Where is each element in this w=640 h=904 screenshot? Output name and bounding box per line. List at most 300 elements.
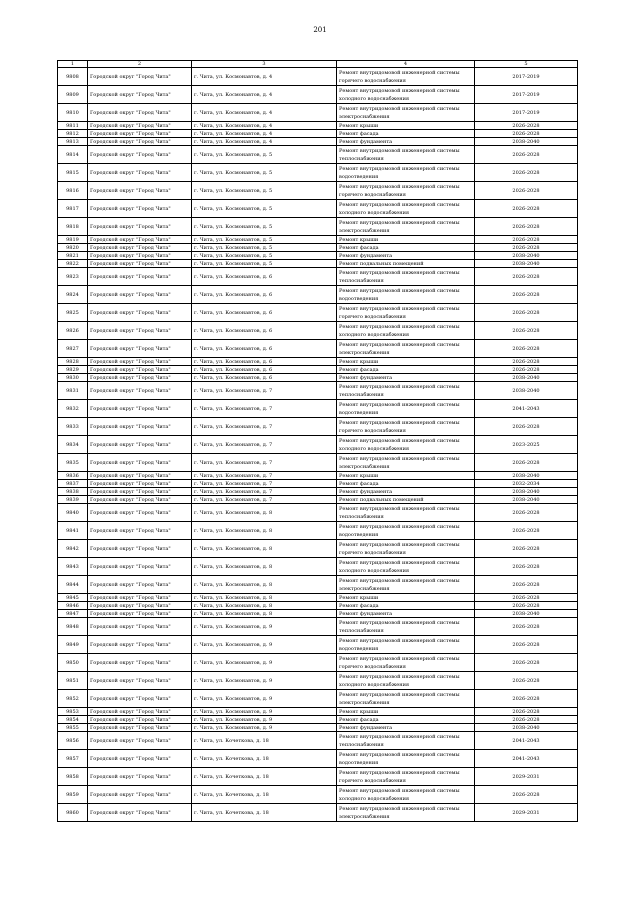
row-number-cell: 9832: [58, 400, 88, 418]
municipality-cell: Городской округ "Город Чита": [88, 636, 192, 654]
municipality-cell: Городской округ "Город Чита": [88, 724, 192, 732]
address-cell: г. Чита, ул. Космонавтов, д. 9: [192, 654, 337, 672]
row-number-cell: 9829: [58, 366, 88, 374]
address-cell: г. Чита, ул. Космонавтов, д. 6: [192, 366, 337, 374]
work-type-cell: Ремонт фасада: [337, 480, 475, 488]
municipality-cell: Городской округ "Город Чита": [88, 104, 192, 122]
table-row: [58, 340, 578, 358]
address-cell: г. Чита, ул. Космонавтов, д. 8: [192, 576, 337, 594]
municipality-cell: Городской округ "Город Чита": [88, 610, 192, 618]
municipality-cell: Городской округ "Город Чита": [88, 480, 192, 488]
row-number-cell: 9846: [58, 602, 88, 610]
work-type-cell: Ремонт внутридомовой инженерной системы электроснабжения: [337, 454, 475, 472]
period-cell: 2026-2028: [475, 182, 578, 200]
header-cell-5: 5: [475, 61, 578, 68]
municipality-cell: Городской округ "Город Чита": [88, 68, 192, 86]
table-row: [58, 322, 578, 340]
address-cell: г. Чита, ул. Космонавтов, д. 5: [192, 252, 337, 260]
municipality-cell: Городской округ "Город Чита": [88, 260, 192, 268]
address-cell: г. Чита, ул. Космонавтов, д. 7: [192, 496, 337, 504]
work-type-cell: Ремонт внутридомовой инженерной системы электроснабжения: [337, 340, 475, 358]
work-type-cell: Ремонт внутридомовой инженерной системы горячего водоснабжения: [337, 654, 475, 672]
table-row: [58, 374, 578, 382]
table-row: [58, 86, 578, 104]
period-cell: 2026-2028: [475, 130, 578, 138]
row-number-cell: 9827: [58, 340, 88, 358]
address-cell: г. Чита, ул. Космонавтов, д. 5: [192, 146, 337, 164]
work-type-cell: Ремонт внутридомовой инженерной системы холодного водоснабжения: [337, 86, 475, 104]
municipality-cell: Городской округ "Город Чита": [88, 488, 192, 496]
table-row: [58, 244, 578, 252]
period-cell: 2026-2028: [475, 522, 578, 540]
period-cell: 2026-2028: [475, 708, 578, 716]
table-row: [58, 104, 578, 122]
header-cell-3: 3: [192, 61, 337, 68]
municipality-cell: Городской округ "Город Чита": [88, 496, 192, 504]
row-number-cell: 9853: [58, 708, 88, 716]
row-number-cell: 9823: [58, 268, 88, 286]
table-row: [58, 436, 578, 454]
work-type-cell: Ремонт внутридомовой инженерной системы холодного водоснабжения: [337, 786, 475, 804]
work-type-cell: Ремонт внутридомовой инженерной системы теплоснабжения: [337, 382, 475, 400]
address-cell: г. Чита, ул. Космонавтов, д. 6: [192, 374, 337, 382]
row-number-cell: 9828: [58, 358, 88, 366]
period-cell: 2026-2028: [475, 322, 578, 340]
period-cell: 2026-2028: [475, 418, 578, 436]
work-type-cell: Ремонт внутридомовой инженерной системы холодного водоснабжения: [337, 200, 475, 218]
row-number-cell: 9834: [58, 436, 88, 454]
table-row: [58, 418, 578, 436]
row-number-cell: 9859: [58, 786, 88, 804]
work-type-cell: Ремонт крыши: [337, 472, 475, 480]
work-type-cell: Ремонт фундамента: [337, 138, 475, 146]
period-cell: 2038-2040: [475, 252, 578, 260]
row-number-cell: 9813: [58, 138, 88, 146]
municipality-cell: Городской округ "Город Чита": [88, 594, 192, 602]
address-cell: г. Чита, ул. Космонавтов, д. 9: [192, 672, 337, 690]
row-number-cell: 9817: [58, 200, 88, 218]
municipality-cell: Городской округ "Город Чита": [88, 146, 192, 164]
work-type-cell: Ремонт фундамента: [337, 724, 475, 732]
header-cell-4: 4: [337, 61, 475, 68]
table-row: [58, 488, 578, 496]
period-cell: 2032-2034: [475, 480, 578, 488]
address-cell: г. Чита, ул. Кочеткова, д. 18: [192, 732, 337, 750]
address-cell: г. Чита, ул. Кочеткова, д. 18: [192, 750, 337, 768]
period-cell: 2041-2043: [475, 732, 578, 750]
address-cell: г. Чита, ул. Космонавтов, д. 6: [192, 358, 337, 366]
period-cell: 2026-2028: [475, 286, 578, 304]
table-row: [58, 480, 578, 488]
work-type-cell: Ремонт внутридомовой инженерной системы горячего водоснабжения: [337, 418, 475, 436]
municipality-cell: Городской округ "Город Чита": [88, 138, 192, 146]
table-row: [58, 724, 578, 732]
address-cell: г. Чита, ул. Космонавтов, д. 4: [192, 68, 337, 86]
row-number-cell: 9821: [58, 252, 88, 260]
table-row: [58, 750, 578, 768]
table-row: [58, 672, 578, 690]
period-cell: 2038-2040: [475, 260, 578, 268]
work-type-cell: Ремонт внутридомовой инженерной системы электроснабжения: [337, 104, 475, 122]
address-cell: г. Чита, ул. Космонавтов, д. 7: [192, 488, 337, 496]
row-number-cell: 9831: [58, 382, 88, 400]
table-row: [58, 786, 578, 804]
address-cell: г. Чита, ул. Космонавтов, д. 6: [192, 340, 337, 358]
period-cell: 2026-2028: [475, 672, 578, 690]
address-cell: г. Чита, ул. Космонавтов, д. 7: [192, 480, 337, 488]
row-number-cell: 9842: [58, 540, 88, 558]
period-cell: 2026-2028: [475, 340, 578, 358]
header-row: [58, 61, 578, 68]
period-cell: 2038-2040: [475, 472, 578, 480]
work-type-cell: Ремонт крыши: [337, 358, 475, 366]
period-cell: 2026-2028: [475, 690, 578, 708]
header-cell-1: 1: [58, 61, 88, 68]
work-type-cell: Ремонт внутридомовой инженерной системы горячего водоснабжения: [337, 540, 475, 558]
municipality-cell: Городской округ "Город Чита": [88, 504, 192, 522]
row-number-cell: 9809: [58, 86, 88, 104]
work-type-cell: Ремонт фундамента: [337, 374, 475, 382]
table-row: [58, 768, 578, 786]
period-cell: 2029-2031: [475, 768, 578, 786]
table-row: [58, 130, 578, 138]
period-cell: 2038-2040: [475, 610, 578, 618]
address-cell: г. Чита, ул. Космонавтов, д. 7: [192, 472, 337, 480]
address-cell: г. Чита, ул. Космонавтов, д. 9: [192, 618, 337, 636]
work-type-cell: Ремонт крыши: [337, 708, 475, 716]
address-cell: г. Чита, ул. Кочеткова, д. 18: [192, 768, 337, 786]
row-number-cell: 9851: [58, 672, 88, 690]
address-cell: г. Чита, ул. Космонавтов, д. 6: [192, 286, 337, 304]
municipality-cell: Городской округ "Город Чита": [88, 400, 192, 418]
address-cell: г. Чита, ул. Космонавтов, д. 8: [192, 504, 337, 522]
row-number-cell: 9838: [58, 488, 88, 496]
period-cell: 2026-2028: [475, 540, 578, 558]
row-number-cell: 9860: [58, 804, 88, 822]
work-type-cell: Ремонт внутридомовой инженерной системы электроснабжения: [337, 576, 475, 594]
table-row: [58, 182, 578, 200]
municipality-cell: Городской округ "Город Чита": [88, 244, 192, 252]
row-number-cell: 9857: [58, 750, 88, 768]
work-type-cell: Ремонт внутридомовой инженерной системы теплоснабжения: [337, 146, 475, 164]
municipality-cell: Городской округ "Город Чита": [88, 304, 192, 322]
row-number-cell: 9818: [58, 218, 88, 236]
municipality-cell: Городской округ "Город Чита": [88, 164, 192, 182]
municipality-cell: Городской округ "Город Чита": [88, 522, 192, 540]
work-type-cell: Ремонт внутридомовой инженерной системы теплоснабжения: [337, 618, 475, 636]
address-cell: г. Чита, ул. Космонавтов, д. 5: [192, 200, 337, 218]
municipality-cell: Городской округ "Город Чита": [88, 654, 192, 672]
work-type-cell: Ремонт фасада: [337, 602, 475, 610]
period-cell: 2026-2028: [475, 304, 578, 322]
table-row: [58, 804, 578, 822]
table-row: [58, 716, 578, 724]
table-row: [58, 454, 578, 472]
table-row: [58, 138, 578, 146]
address-cell: г. Чита, ул. Космонавтов, д. 4: [192, 86, 337, 104]
table-row: [58, 602, 578, 610]
table-row: [58, 68, 578, 86]
address-cell: г. Чита, ул. Космонавтов, д. 5: [192, 244, 337, 252]
municipality-cell: Городской округ "Город Чита": [88, 618, 192, 636]
municipality-cell: Городской округ "Город Чита": [88, 708, 192, 716]
row-number-cell: 9812: [58, 130, 88, 138]
address-cell: г. Чита, ул. Космонавтов, д. 8: [192, 602, 337, 610]
municipality-cell: Городской округ "Город Чита": [88, 786, 192, 804]
period-cell: 2026-2028: [475, 366, 578, 374]
municipality-cell: Городской округ "Город Чита": [88, 286, 192, 304]
municipality-cell: Городской округ "Город Чита": [88, 454, 192, 472]
period-cell: 2026-2028: [475, 164, 578, 182]
row-number-cell: 9815: [58, 164, 88, 182]
address-cell: г. Чита, ул. Кочеткова, д. 18: [192, 804, 337, 822]
address-cell: г. Чита, ул. Космонавтов, д. 5: [192, 218, 337, 236]
period-cell: 2026-2028: [475, 236, 578, 244]
work-type-cell: Ремонт внутридомовой инженерной системы холодного водоснабжения: [337, 672, 475, 690]
municipality-cell: Городской округ "Город Чита": [88, 540, 192, 558]
address-cell: г. Чита, ул. Космонавтов, д. 5: [192, 182, 337, 200]
municipality-cell: Городской округ "Город Чита": [88, 366, 192, 374]
table-row: [58, 504, 578, 522]
work-type-cell: Ремонт фасада: [337, 244, 475, 252]
address-cell: г. Чита, ул. Космонавтов, д. 9: [192, 636, 337, 654]
work-type-cell: Ремонт внутридомовой инженерной системы горячего водоснабжения: [337, 182, 475, 200]
period-cell: 2038-2040: [475, 488, 578, 496]
address-cell: г. Чита, ул. Космонавтов, д. 8: [192, 594, 337, 602]
period-cell: 2026-2028: [475, 558, 578, 576]
table-row: [58, 618, 578, 636]
municipality-cell: Городской округ "Город Чита": [88, 122, 192, 130]
period-cell: 2026-2028: [475, 618, 578, 636]
municipality-cell: Городской округ "Город Чита": [88, 374, 192, 382]
table-row: [58, 304, 578, 322]
row-number-cell: 9837: [58, 480, 88, 488]
work-type-cell: Ремонт внутридомовой инженерной системы холодного водоснабжения: [337, 436, 475, 454]
table-row: [58, 654, 578, 672]
address-cell: г. Чита, ул. Космонавтов, д. 8: [192, 522, 337, 540]
work-type-cell: Ремонт внутридомовой инженерной системы горячего водоснабжения: [337, 68, 475, 86]
municipality-cell: Городской округ "Город Чита": [88, 252, 192, 260]
table-row: [58, 218, 578, 236]
municipality-cell: Городской округ "Город Чита": [88, 672, 192, 690]
municipality-cell: Городской округ "Город Чита": [88, 576, 192, 594]
address-cell: г. Чита, ул. Космонавтов, д. 4: [192, 122, 337, 130]
table-row: [58, 540, 578, 558]
municipality-cell: Городской округ "Город Чита": [88, 750, 192, 768]
table-row: [58, 472, 578, 480]
period-cell: 2026-2028: [475, 576, 578, 594]
row-number-cell: 9822: [58, 260, 88, 268]
work-type-cell: Ремонт внутридомовой инженерной системы горячего водоснабжения: [337, 304, 475, 322]
municipality-cell: Городской округ "Город Чита": [88, 130, 192, 138]
row-number-cell: 9849: [58, 636, 88, 654]
period-cell: 2041-2043: [475, 400, 578, 418]
table-row: [58, 286, 578, 304]
row-number-cell: 9810: [58, 104, 88, 122]
municipality-cell: Городской округ "Город Чита": [88, 86, 192, 104]
row-number-cell: 9826: [58, 322, 88, 340]
work-type-cell: Ремонт внутридомовой инженерной системы холодного водоснабжения: [337, 558, 475, 576]
row-number-cell: 9854: [58, 716, 88, 724]
municipality-cell: Городской округ "Город Чита": [88, 732, 192, 750]
work-type-cell: Ремонт внутридомовой инженерной системы водоотведения: [337, 750, 475, 768]
row-number-cell: 9830: [58, 374, 88, 382]
header-cell-2: 2: [88, 61, 192, 68]
row-number-cell: 9808: [58, 68, 88, 86]
table-row: [58, 164, 578, 182]
table-row: [58, 122, 578, 130]
work-type-cell: Ремонт подвальных помещений: [337, 496, 475, 504]
address-cell: г. Чита, ул. Космонавтов, д. 9: [192, 724, 337, 732]
row-number-cell: 9819: [58, 236, 88, 244]
period-cell: 2026-2028: [475, 200, 578, 218]
row-number-cell: 9852: [58, 690, 88, 708]
table-row: [58, 366, 578, 374]
municipality-cell: Городской округ "Город Чита": [88, 218, 192, 236]
municipality-cell: Городской округ "Город Чита": [88, 340, 192, 358]
work-type-cell: Ремонт внутридомовой инженерной системы электроснабжения: [337, 218, 475, 236]
table-row: [58, 576, 578, 594]
row-number-cell: 9833: [58, 418, 88, 436]
period-cell: 2026-2028: [475, 358, 578, 366]
table-row: [58, 200, 578, 218]
table-row: [58, 236, 578, 244]
row-number-cell: 9843: [58, 558, 88, 576]
row-number-cell: 9824: [58, 286, 88, 304]
period-cell: 2026-2028: [475, 244, 578, 252]
work-type-cell: Ремонт внутридомовой инженерной системы водоотведения: [337, 400, 475, 418]
table-row: [58, 382, 578, 400]
municipality-cell: Городской округ "Город Чита": [88, 690, 192, 708]
address-cell: г. Чита, ул. Космонавтов, д. 6: [192, 304, 337, 322]
row-number-cell: 9841: [58, 522, 88, 540]
work-type-cell: Ремонт внутридомовой инженерной системы электроснабжения: [337, 690, 475, 708]
row-number-cell: 9816: [58, 182, 88, 200]
work-type-cell: Ремонт крыши: [337, 236, 475, 244]
work-type-cell: Ремонт внутридомовой инженерной системы водоотведения: [337, 286, 475, 304]
address-cell: г. Чита, ул. Космонавтов, д. 7: [192, 418, 337, 436]
table-row: [58, 690, 578, 708]
address-cell: г. Чита, ул. Космонавтов, д. 6: [192, 322, 337, 340]
address-cell: г. Чита, ул. Космонавтов, д. 7: [192, 382, 337, 400]
work-type-cell: Ремонт внутридомовой инженерной системы теплоснабжения: [337, 268, 475, 286]
municipality-cell: Городской округ "Город Чита": [88, 418, 192, 436]
work-type-cell: Ремонт внутридомовой инженерной системы водоотведения: [337, 164, 475, 182]
period-cell: 2026-2028: [475, 654, 578, 672]
table-row: [58, 252, 578, 260]
address-cell: г. Чита, ул. Космонавтов, д. 6: [192, 268, 337, 286]
municipality-cell: Городской округ "Город Чита": [88, 200, 192, 218]
municipality-cell: Городской округ "Город Чита": [88, 236, 192, 244]
work-type-cell: Ремонт подвальных помещений: [337, 260, 475, 268]
period-cell: 2026-2028: [475, 594, 578, 602]
period-cell: 2026-2028: [475, 504, 578, 522]
municipality-cell: Городской округ "Город Чита": [88, 602, 192, 610]
table-row: [58, 400, 578, 418]
municipality-cell: Городской округ "Город Чита": [88, 268, 192, 286]
period-cell: 2026-2028: [475, 268, 578, 286]
municipality-cell: Городской округ "Город Чита": [88, 182, 192, 200]
table-row: [58, 558, 578, 576]
row-number-cell: 9840: [58, 504, 88, 522]
table-row: [58, 522, 578, 540]
work-type-cell: Ремонт внутридомовой инженерной системы водоотведения: [337, 636, 475, 654]
row-number-cell: 9814: [58, 146, 88, 164]
table-row: [58, 594, 578, 602]
work-type-cell: Ремонт фасада: [337, 716, 475, 724]
address-cell: г. Чита, ул. Космонавтов, д. 8: [192, 610, 337, 618]
period-cell: 2023-2025: [475, 436, 578, 454]
work-type-cell: Ремонт крыши: [337, 594, 475, 602]
address-cell: г. Чита, ул. Космонавтов, д. 9: [192, 708, 337, 716]
row-number-cell: 9847: [58, 610, 88, 618]
period-cell: 2017-2019: [475, 86, 578, 104]
work-type-cell: Ремонт фундамента: [337, 610, 475, 618]
period-cell: 2026-2028: [475, 218, 578, 236]
row-number-cell: 9844: [58, 576, 88, 594]
period-cell: 2041-2043: [475, 750, 578, 768]
municipality-cell: Городской округ "Город Чита": [88, 558, 192, 576]
work-type-cell: Ремонт фундамента: [337, 252, 475, 260]
work-type-cell: Ремонт фундамента: [337, 488, 475, 496]
period-cell: 2029-2031: [475, 804, 578, 822]
address-cell: г. Чита, ул. Космонавтов, д. 9: [192, 716, 337, 724]
work-type-cell: Ремонт внутридомовой инженерной системы теплоснабжения: [337, 732, 475, 750]
table-row: [58, 708, 578, 716]
row-number-cell: 9835: [58, 454, 88, 472]
period-cell: 2026-2028: [475, 786, 578, 804]
row-number-cell: 9836: [58, 472, 88, 480]
period-cell: 2017-2019: [475, 68, 578, 86]
row-number-cell: 9858: [58, 768, 88, 786]
period-cell: 2026-2028: [475, 602, 578, 610]
address-cell: г. Чита, ул. Космонавтов, д. 4: [192, 138, 337, 146]
address-cell: г. Чита, ул. Кочеткова, д. 18: [192, 786, 337, 804]
period-cell: 2026-2028: [475, 454, 578, 472]
work-type-cell: Ремонт внутридомовой инженерной системы электроснабжения: [337, 804, 475, 822]
table-row: [58, 610, 578, 618]
table-row: [58, 358, 578, 366]
table-row: [58, 260, 578, 268]
row-number-cell: 9811: [58, 122, 88, 130]
period-cell: 2026-2028: [475, 146, 578, 164]
address-cell: г. Чита, ул. Космонавтов, д. 9: [192, 690, 337, 708]
row-number-cell: 9856: [58, 732, 88, 750]
row-number-cell: 9825: [58, 304, 88, 322]
period-cell: 2017-2019: [475, 104, 578, 122]
address-cell: г. Чита, ул. Космонавтов, д. 5: [192, 260, 337, 268]
work-type-cell: Ремонт крыши: [337, 122, 475, 130]
address-cell: г. Чита, ул. Космонавтов, д. 7: [192, 454, 337, 472]
row-number-cell: 9855: [58, 724, 88, 732]
address-cell: г. Чита, ул. Космонавтов, д. 5: [192, 164, 337, 182]
municipality-cell: Городской округ "Город Чита": [88, 472, 192, 480]
table-row: [58, 732, 578, 750]
municipality-cell: Городской округ "Город Чита": [88, 322, 192, 340]
repair-schedule-table: [57, 60, 578, 822]
work-type-cell: Ремонт фасада: [337, 366, 475, 374]
period-cell: 2026-2028: [475, 636, 578, 654]
row-number-cell: 9839: [58, 496, 88, 504]
table-row: [58, 146, 578, 164]
work-type-cell: Ремонт внутридомовой инженерной системы горячего водоснабжения: [337, 768, 475, 786]
period-cell: 2026-2028: [475, 716, 578, 724]
municipality-cell: Городской округ "Город Чита": [88, 436, 192, 454]
period-cell: 2038-2040: [475, 382, 578, 400]
work-type-cell: Ремонт фасада: [337, 130, 475, 138]
address-cell: г. Чита, ул. Космонавтов, д. 5: [192, 236, 337, 244]
period-cell: 2038-2040: [475, 724, 578, 732]
